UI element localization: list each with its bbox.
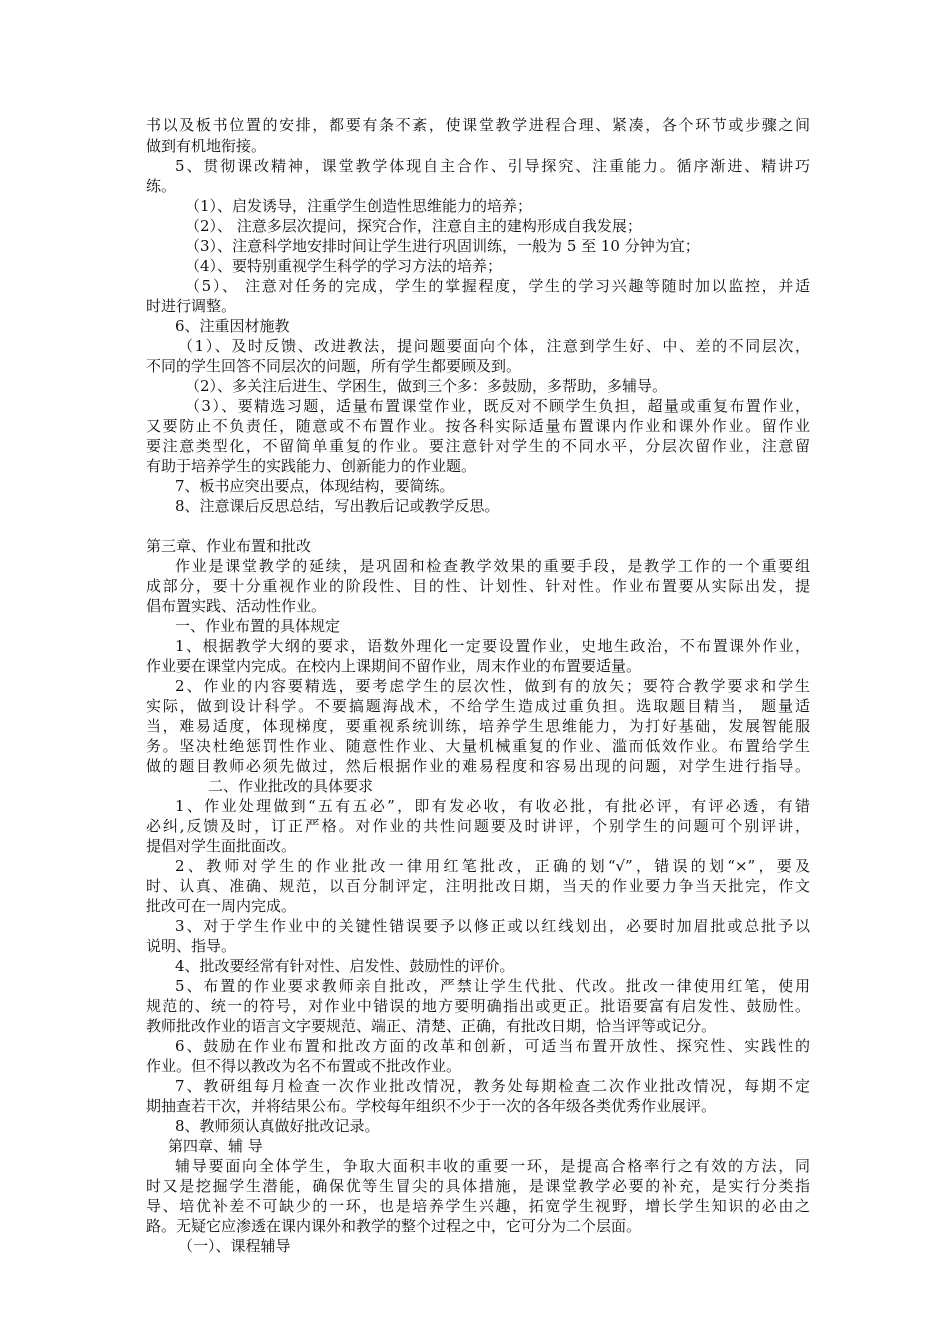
text-line: 6、鼓励在作业布置和批改方面的改革和创新，可适当布置开放性、探究性、实践性的 — [175, 1037, 810, 1055]
text-line: 必纠,反馈及时，订正严格。对作业的共性问题要及时讲评，个别学生的问题可个别评讲， — [146, 817, 810, 835]
text-line: 8、教师须认真做好批改记录。 — [175, 1117, 380, 1135]
text-line: （3）、要精选习题，适量布置课堂作业，既反对不顾学生负担，超量或重复布置作业， — [185, 397, 810, 415]
section-heading: 二、作业批改的具体要求 — [208, 777, 374, 795]
text-line: 2、作业的内容要精选，要考虑学生的层次性，做到有的放矢；要符合教学要求和学生 — [175, 677, 810, 695]
text-line: 1、根据教学大纲的要求，语数外理化一定要设置作业，史地生政治，不布置课外作业， — [175, 637, 810, 655]
text-line: 期抽查若干次，并将结果公布。学校每年组织不少于一次的各年级各类优秀作业展评。 — [146, 1097, 717, 1115]
text-line: 又要防止不负责任，随意或不布置作业。按各科实际适量布置课内作业和课外作业。留作业 — [146, 417, 810, 435]
section-heading: （一）、课程辅导 — [178, 1237, 291, 1255]
text-line: （5）、 注意对任务的完成，学生的掌握程度，学生的学习兴趣等随时加以监控，并适 — [185, 277, 810, 295]
text-line: 3、对于学生作业中的关键性错误要予以修正或以红线划出，必要时加眉批或总批予以 — [175, 917, 810, 935]
text-line: 时又是挖掘学生潜能，确保优等生冒尖的具体措施，是课堂教学必要的补充，是实行分类指 — [146, 1177, 810, 1195]
text-line: 7、教研组每月检查一次作业批改情况，教务处每期检查二次作业批改情况，每期不定 — [175, 1077, 810, 1095]
text-line: 辅导要面向全体学生，争取大面积丰收的重要一环，是提高合格率行之有效的方法，同 — [175, 1157, 810, 1175]
section-heading: 一、作业布置的具体规定 — [175, 617, 341, 635]
text-line: 做到有机地衔接。 — [146, 137, 267, 155]
text-line: 路。无疑它应渗透在课内课外和教学的整个过程之中，它可分为二个层面。 — [146, 1217, 642, 1235]
text-line: 务。坚决杜绝惩罚性作业、随意性作业、大量机械重复的作业、滥而低效作业。布置给学生 — [146, 737, 810, 755]
text-line: 要注意类型化，不留简单重复的作业。要注意针对学生的不同水平，分层次留作业，注意留 — [146, 437, 810, 455]
text-line: 5、贯彻课改精神，课堂教学体现自主合作、引导探究、注重能力。循序渐进、精讲巧 — [175, 157, 810, 175]
text-line: （2）、多关注后进生、学困生，做到三个多：多鼓励，多帮助，多辅导。 — [185, 377, 668, 395]
text-line: 批改可在一周内完成。 — [146, 897, 297, 915]
text-line: 5、布置的作业要求教师亲自批改，严禁让学生代批、代改。批改一律使用红笔，使用 — [175, 977, 810, 995]
text-line: 成部分，要十分重视作业的阶段性、目的性、计划性、针对性。作业布置要从实际出发，提 — [146, 577, 810, 595]
text-line: 提倡对学生面批面改。 — [146, 837, 297, 855]
text-line: 作业要在课堂内完成。在校内上课期间不留作业，周末作业的布置要适量。 — [146, 657, 642, 675]
text-line: 不同的学生回答不同层次的问题，所有学生都要顾及到。 — [146, 357, 522, 375]
text-line: 练。 — [146, 177, 177, 195]
text-line: 规范的、统一的符号，对作业中错误的地方要明确指出或更正。批语要富有启发性、鼓励性。 — [146, 997, 810, 1015]
text-line: 说明、指导。 — [146, 937, 237, 955]
text-line: 作业。但不得以教改为名不布置或不批改作业。 — [146, 1057, 462, 1075]
text-line: 当，难易适度，体现梯度，要重视系统训练，培养学生思维能力，为打好基础，发展智能服 — [146, 717, 810, 735]
text-line: 倡布置实践、活动性作业。 — [146, 597, 327, 615]
text-line: 有助于培养学生的实践能力、创新能力的作业题。 — [146, 457, 477, 475]
text-line: 教师批改作业的语言文字要规范、端正、清楚、正确，有批改日期，恰当评等或记分。 — [146, 1017, 717, 1035]
text-line: （1）、及时反馈、改进教法，提问题要面向个体，注意到学生好、中、差的不同层次， — [178, 337, 810, 355]
text-line: 时、认真、准确、规范，以百分制评定，注明批改日期，当天的作业要力争当天批完，作文 — [146, 877, 810, 895]
text-line: 7、板书应突出要点，体现结构，要简练。 — [175, 477, 455, 495]
text-line: （1）、启发诱导，注重学生创造性思维能力的培养； — [185, 197, 533, 215]
text-line: （4）、要特别重视学生科学的学习方法的培养； — [185, 257, 503, 275]
text-line: 6、注重因材施教 — [175, 317, 290, 335]
text-line: 4、批改要经常有针对性、启发性、鼓励性的评价。 — [175, 957, 515, 975]
chapter-heading: 第四章、辅 导 — [168, 1137, 263, 1155]
text-line: 8、注意课后反思总结，写出教后记或教学反思。 — [175, 497, 500, 515]
text-line: 实际，做到设计科学。不要搞题海战术，不给学生造成过重负担。选取题目精当， 题量适 — [146, 697, 810, 715]
text-line: 做的题目教师必须先做过，然后根据作业的难易程度和容易出现的问题，对学生进行指导。 — [146, 757, 810, 775]
chapter-heading: 第三章、作业布置和批改 — [146, 537, 312, 555]
text-line: 书以及板书位置的安排，都要有条不紊，使课堂教学进程合理、紧凑，各个环节或步骤之间 — [146, 116, 810, 134]
text-line: 时进行调整。 — [146, 297, 237, 315]
text-line: （3）、注意科学地安排时间让学生进行巩固训练，一般为 5 至 10 分钟为宜； — [185, 237, 700, 255]
text-line: 导、培优补差不可缺少的一环，也是培养学生兴趣，拓宽学生视野，增长学生知识的必由之 — [146, 1197, 810, 1215]
text-line: 1、作业处理做到“五有五必”，即有发必收，有收必批，有批必评，有评必透，有错 — [175, 797, 810, 815]
text-line: 作业是课堂教学的延续，是巩固和检查教学效果的重要手段，是教学工作的一个重要组 — [175, 557, 810, 575]
text-line: （2）、 注意多层次提问，探究合作，注意自主的建构形成自我发展； — [185, 217, 642, 235]
text-line: 2、教师对学生的作业批改一律用红笔批改，正确的划“√”，错误的划“×”，要及 — [175, 857, 810, 875]
